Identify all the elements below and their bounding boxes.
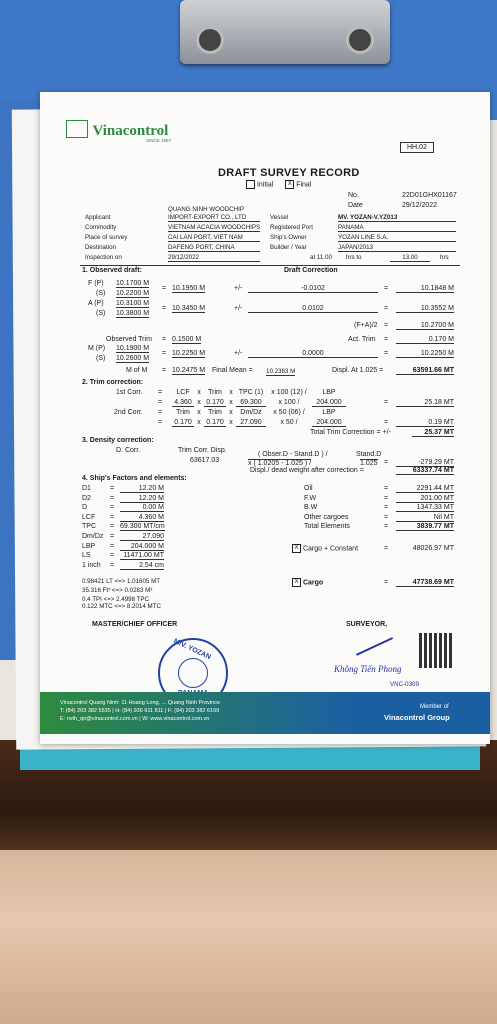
port-label: Registered Port [270,224,313,231]
element-label: F.W [304,494,317,502]
ap-label: A (P) [88,300,104,307]
conversion-4: 0.122 MTC <=> 8.2014 MTC [82,603,161,610]
element-value: 3839.77 MT [396,523,454,531]
mp-label: M (P) [88,345,106,352]
trim2_head-cell: x [197,409,201,416]
dcorr-label: D. Corr. [116,447,141,454]
observed-trim-value: 0.1500 M [172,336,202,343]
destination-value: DAFENG PORT, CHINA [168,244,260,252]
form-code: HH.02 [400,142,434,153]
section-ship-factors: 4. Ship's Factors and elements: [82,475,187,482]
conversion-2: 35.316 Ft³ <=> 0.0283 M³ [82,587,153,594]
commodity-label: Commodity [85,224,117,231]
conversion-3: 0.4 TPI <=> 2.4998 TPC [82,596,150,603]
factor-value: 4.360 M [120,514,164,522]
m-correction: 0.0000 [248,350,378,358]
footer-address: Vinacontrol Quang Ninh: 11 Hoang Long, ... Quang Ninh Province [60,700,221,706]
stand-head: Stand.D [356,451,382,458]
footer-phones: T: (84) 203 382 5535 | H: (84) 936 911 811 | F: (84) 203 382 6169 [60,708,220,714]
destination-label: Destination [85,244,116,251]
document-title: DRAFT SURVEY RECORD [218,167,360,179]
stand-value: 1.025 [360,460,378,467]
applicant-line1: QUANG NINH WOODCHIP [168,206,244,213]
final-mean-label: Final Mean = [212,367,253,374]
trim1_vals-cell: 69.300 [236,399,266,407]
equals-sign: = [110,561,115,569]
builder-value: JAPAN/2013 [338,244,456,252]
element-label: Other cargoes [304,513,349,521]
ms-label: (S) [96,355,106,362]
a-mean: 10.3450 M [172,305,206,312]
equals-sign: = [110,485,115,492]
final-label: Final [296,181,312,189]
f-result: 10.1848 M [396,285,454,293]
logo-emblem-icon [66,120,88,138]
company-name: Vinacontrol [92,123,169,140]
footer-web: E: nvth_qn@vinacontrol.com.vn | W: www.vinacontrol.com.vn [60,716,210,722]
applicant-line2: IMPORT-EXPORT CO., LTD [168,214,260,222]
displ-value: 63591.66 MT [396,367,454,375]
element-value: 1347.33 MT [396,504,454,512]
f-correction: -0.0102 [248,285,378,293]
factor-value: 69.300 MT/cm [120,523,165,531]
equals-sign: = [110,494,115,502]
displ-after-value: 63337.74 MT [396,467,454,475]
fs-value: 10.2200 M [116,290,150,297]
hrs-label: hrs [440,254,449,261]
equals-sign: = [110,533,115,540]
trim2_vals-cell: x [229,419,233,426]
mofm-label: M of M [126,367,148,374]
equals-sign: = [384,504,389,512]
trim2-values-row [172,419,346,427]
background-surface [0,850,497,1024]
master-label: MASTER/CHIEF OFFICER [92,621,178,628]
trim2-result: 0.19 MT [396,419,454,427]
footer-group: Vinacontrol Group [384,713,450,722]
initial-checkbox [246,180,255,189]
date-label: Date [348,202,363,209]
builder-label: Builder / Year [270,244,307,251]
mp-value: 10.1900 M [116,345,150,352]
cargo-constant-label: Cargo + Constant [302,545,359,553]
trim1_head-cell: LBP [322,389,336,396]
trim2_head-cell: x [229,409,233,416]
displ-label: Displ. At 1.025 = [332,367,384,374]
element-label: B.W [304,504,318,512]
fp-value: 10.1700 M [116,280,150,287]
factor-value: 0.00 M [120,504,164,512]
signature-mark [351,626,393,656]
trim1_vals-cell: 0.170 [204,399,226,407]
fs-label: (S) [96,290,106,297]
record-type [246,180,311,189]
section-trim-correction: 2. Trim correction: [82,379,144,386]
commodity-value: VIETNAM ACACIA WOODCHIPS [168,224,261,231]
stamp-top-text: M/V. YOZAN [172,637,212,662]
trim2_vals-cell: x [197,419,201,426]
place-label: Place of survey [85,234,128,241]
trim-corr-disp-value: 63617.03 [190,457,220,464]
trim2_vals-cell: 0.170 [204,419,226,427]
factor-label: D [82,504,88,512]
trim1_head-cell: x [229,389,233,396]
clip-rivet-left [196,26,224,54]
vessel-value: MV. YOZAN-V.YZ013 [338,214,456,222]
conversion-1: 0.98421 LT <=> 1.01605 MT [82,578,161,585]
f-mean: 10.1950 M [172,285,206,292]
trim1_head-cell: LCF [176,389,190,396]
factor-value: 12.20 M [120,495,164,503]
trim1_vals-cell: 4.360 [172,399,194,407]
trim1-result: 25.18 MT [396,399,454,407]
cargo-label: Cargo [302,579,324,587]
factor-value: 2.54 cm [120,562,164,570]
trim2_head-cell: Trim [208,409,222,416]
trim1_vals-cell: 204.000 [312,399,346,407]
section-density-correction: 3. Density correction: [82,437,154,444]
element-value: 2291.44 MT [396,485,454,493]
m-result: 10.2250 M [396,350,454,358]
act-trim-label: Act. Trim [348,336,376,343]
company-since: SINCE 1957 [146,138,172,143]
act-trim-value: 0.170 M [396,336,454,344]
draft-correction-title: Draft Correction [284,267,338,274]
trim2_head-cell: LBP [322,409,336,416]
vessel-label: Vessel [270,214,289,221]
total-trim-label: Total Trim Correction = +/- [310,429,391,436]
a-result: 10.3552 M [396,305,454,313]
equals-sign: = [110,513,115,521]
factor-value: 11471.00 MT [120,552,164,560]
element-label: Oil [304,485,313,492]
trim-corr-disp-label: Trim Corr. Disp. [178,447,227,454]
trim2_head-cell: Trim [176,409,190,416]
hrs-to-label: hrs to [346,254,362,261]
factor-label: LCF [82,513,96,521]
divider [80,265,460,266]
cargo-constant-value: 48026.97 MT [412,545,454,552]
equals-sign: = [110,504,115,512]
trim1_head-cell: TPC (1) [238,389,264,396]
equals-sign: = [384,513,389,521]
factor-value: 12.20 M [120,485,164,493]
total-trim-value: 25.37 MT [412,429,454,437]
trim2_head-cell: x 50 (06) / [273,409,305,416]
observed-trim-label: Observed Trim [106,336,152,343]
displ-after-label: Displ./ dead weight after correction = [250,467,364,474]
fa2-label: (F+A)/2 [354,322,378,329]
trim1-values-row [172,399,346,407]
surveyor-name: Không Tiến Phong [334,664,402,674]
qr-code-icon [419,633,454,668]
trim2_vals-cell: 27.090 [236,419,266,427]
a-correction: 0.0102 [248,305,378,313]
cargo-constant-row: X Cargo + Constant [292,544,358,553]
trim1_head-cell: x [197,389,201,396]
factor-label: D2 [82,494,91,502]
density-result: -279.29 MT [396,459,454,467]
initial-label: Initial [256,181,274,189]
inspection-start: at 11.00 [310,254,332,261]
owner-value: YOZAN LINE S.A. [338,234,456,242]
no-value: 22D01GHX01167 [402,192,457,199]
cargo-row: X Cargo [292,578,323,587]
inspection-end: 13.00 [390,254,430,262]
factor-label: 1 inch [82,561,101,569]
owner-label: Ship's Owner [270,234,307,241]
second-corr-label: 2nd Corr. [114,409,143,416]
factor-value: 204.000 M [120,543,164,551]
obser-values: x ( 1.0205 - 1.025 ) / [248,460,312,467]
trim1_head-cell: Trim [208,389,222,396]
element-value: 201.00 MT [396,495,454,503]
footer-member: Member of [420,704,449,710]
ms-value: 10.2600 M [116,355,150,362]
obser-head: ( Obser.D - Stand.D ) / [258,451,328,458]
equals-sign: = [384,523,389,531]
trim2-header-row [172,409,346,416]
surveyor-code: VNC-0309 [390,681,419,688]
trim2_vals-cell: x 50 / [280,419,298,426]
factor-label: TPC [82,523,96,531]
m-mean: 10.2250 M [172,350,206,357]
surveyor-label: SURVEYOR, [346,621,388,628]
trim1_head-cell: x 100 (12) / [271,389,307,396]
equals-sign: = [110,542,115,550]
inspection-label: Inspection on [85,254,122,261]
applicant-label: Applicant [85,214,111,221]
element-value: Nil MT [396,514,454,522]
equals-sign: = [110,552,115,560]
final-mean-value: 10.2363 M [266,368,296,375]
clip-rivet-right [346,26,374,54]
equals-sign: = [384,485,389,492]
port-value: PANAMA [338,224,456,232]
trim2_head-cell: Dm/Dz [240,409,262,416]
date-value: 29/12/2022 [402,202,438,209]
trim1_vals-cell: x 100 / [278,399,300,406]
first-corr-label: 1st Corr. [116,389,143,396]
trim2_vals-cell: 204.000 [312,419,346,427]
factor-value: 27.090 [120,533,164,541]
final-checkbox: X [285,180,294,189]
inspection-value: 29/12/2022 [168,254,260,262]
place-value: CAI LAN PORT, VIET NAM [168,234,260,242]
fa2-value: 10.2700 M [396,322,454,330]
trim1_vals-cell: x [197,399,201,406]
equals-sign: = [384,494,389,502]
fp-label: F (P) [88,280,104,287]
trim1_vals-cell: x [229,399,233,406]
footer-band [40,692,490,734]
factor-label: LBP [82,542,96,550]
clipboard-clip [180,0,390,64]
trim2_vals-cell: 0.170 [172,419,194,427]
mofm-value: 10.2475 M [172,367,206,374]
equals-sign: = [110,523,115,531]
as-value: 10.3800 M [116,310,150,317]
as-label: (S) [96,310,106,317]
draft-survey-document: Vinacontrol SINCE 1957 HH.02 DRAFT SURVEY RECORD Initial X Final No. 22D01GHX01167 Date 29/12/2022 Applicant QUANG NINH WOODCHIP IMPORT-EXPORT CO., LTD Commodity VIETNAM ACACIA WOODCHIPS Place of survey CAI LAN PORT, VIET NAM Destination DAFENG PORT, CHINA Inspection on 29/12/2022 Vessel MV. YOZAN-V.YZ013 Registered Port PANAMA Ship's Owner YOZAN LINE S.A. Builder / Year JAPAN/2013 at 11.00 hrs to 13.00 hrs 1. Observed draft: Draft Correction F (P) 10.1700 M (S) 10.2200 M = 10.1950 M +/- -0.0102 = 10.1848 M A (P) 10.3100 M (S) 10.3800 M = 10.3450 M +/- 0.0102 = 10.3552 M (F+A)/2 = 10.2700 M Observed Trim = 0.1500 M Act. Trim = 0.170 M M (P) 10.1900 M (S) 10.2600 M = 10.2250 M +/- 0.0000 = 10.2250 M M of M = 10.2475 M Final Mean = 10.2363 M Displ. At 1.025 = 63591.66 MT 2. Trim correction: 1st Corr. = LCF x Trim x TPC (1) x 100 (12) / LBP = 4.360 x 0.170 x 69.300 x 100 / 204.000 = 25.18 MT 2nd Corr. = Trim x Trim x Dm/Dz x 50 (06) / LBP = 0.170 x 0.170 x 27.090 x 50 / 204.000 = 0.19 MT Total Trim Correction = +/- 25.37 MT 3. Density correction: D. Corr. Trim Corr. Disp. ( Obser.D - Stand.D ) / Stand.D 63617.03 x ( 1.0205 - 1.025 ) / 1.025 = -279.29 MT Displ./ dead weight after correction = 63337.74 MT 4. Ship's Factors and elements: D1 = 12.20 M D2 = 12.20 M D = 0.00 M LCF = 4.360 M TPC = 69.300 MT/cm Dm/Dz = 27.090 LBP = 204.000 M LS = 11471.00 MT 1 inch = 2.54 cm Oil = 2291.44 MT F.W = 201.00 MT B.W = 1347.33 MT Other cargoes = Nil MT Total Elements = 3839.77 MT X Cargo + Constant = 48026.97 MT X Cargo = 47738.69 MT 0.98421 LT <=> 1.01605 MT 35.316 Ft³ <=> 0.0283 M³ 0.4 TPI <=> 2.4998 TPC 0.122 MTC <=> 8.2014 MTC MASTER/CHIEF OFFICER SURVEYOR, M/V. YOZAN Không Tiến Phong VNC-0309 Vinacontrol Quang Ninh: 11 Hoang Long, ... Quang Ninh Province T: (84) 203 382 5535 | H: (84) 936 911 811 | F: (84) 203 382 6169 E: nvth_qn@vinacontrol.com.vn | W: www.vinacontrol.com.vn Member of Vinacontrol Group [40,92,490,744]
ap-value: 10.3100 M [116,300,150,307]
factor-label: D1 [82,485,91,492]
factor-label: LS [82,552,91,560]
no-label: No. [348,192,359,199]
element-label: Total Elements [304,523,350,531]
globe-icon [178,658,208,688]
factor-label: Dm/Dz [82,533,104,540]
trim1-header-row [172,389,346,396]
cargo-value: 47738.69 MT [396,579,454,587]
section-observed-draft: 1. Observed draft: [82,267,142,274]
